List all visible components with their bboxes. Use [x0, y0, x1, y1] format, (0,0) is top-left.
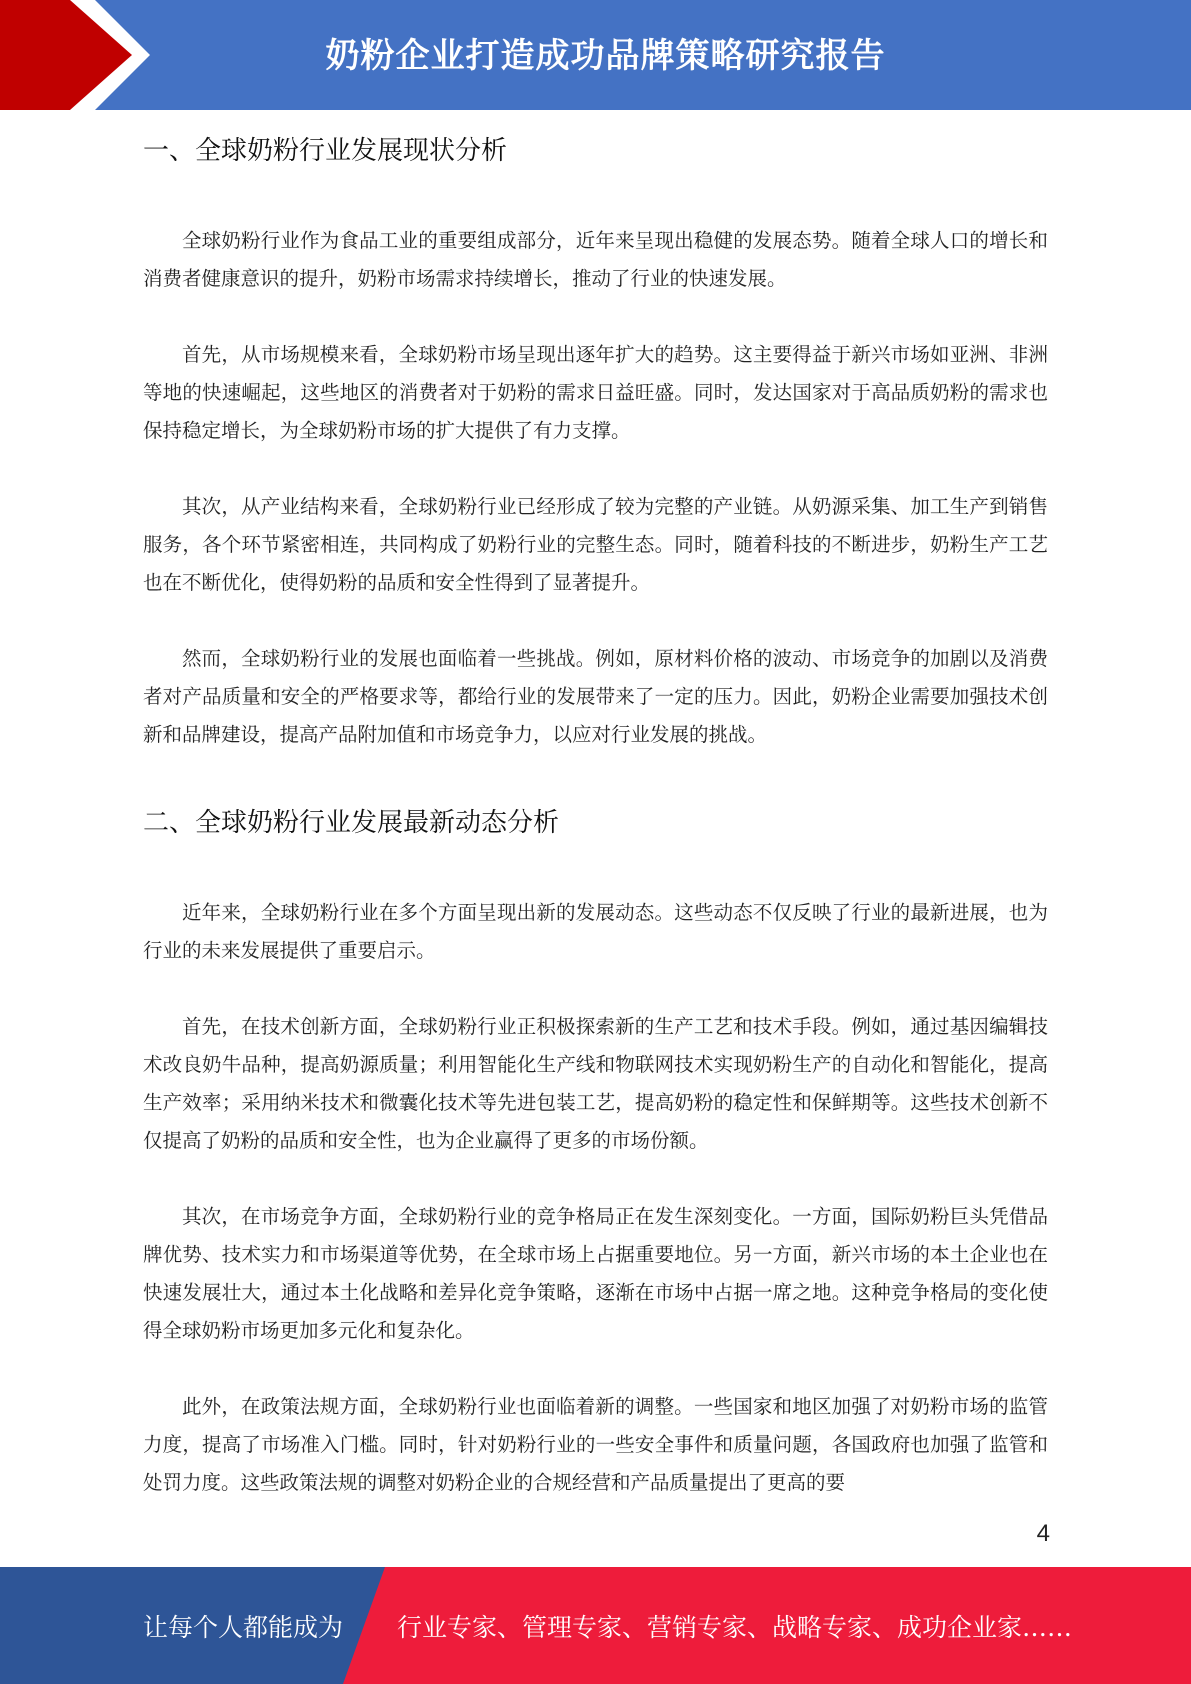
paragraph: 其次，在市场竞争方面，全球奶粉行业的竞争格局正在发生深刻变化。一方面，国际奶粉巨头凭借品牌优势、技术实力和市场渠道等优势，在全球市场上占据重要地位。另一方面，新兴市场的本土企业也在快速发展壮大，通过本土化战略和差异化竞争策略，逐渐在市场中占据一席之地。这种竞争格局的变化使得全球奶粉市场更加多元化和复杂化。 — [143, 1205, 1048, 1342]
footer-banner — [0, 1567, 1191, 1684]
paragraph: 此外，在政策法规方面，全球奶粉行业也面临着新的调整。一些国家和地区加强了对奶粉市场的监管力度，提高了市场准入门槛。同时，针对奶粉行业的一些安全事件和质量问题，各国政府也加强了监管和处罚力度。这些政策法规的调整对奶粉企业的合规经营和产品质量提出了更高的要 — [143, 1395, 1048, 1494]
section-heading-2: 二、全球奶粉行业发展最新动态分析 — [143, 808, 560, 838]
page-number: 4 — [1036, 1520, 1050, 1547]
footer-slogan-left: 让每个人都能成为 — [143, 1612, 344, 1642]
paragraph: 然而，全球奶粉行业的发展也面临着一些挑战。例如，原材料价格的波动、市场竞争的加剧以及消费者对产品质量和安全的严格要求等，都给行业的发展带来了一定的压力。因此，奶粉企业需要加强技术创新和品牌建设，提高产品附加值和市场竞争力，以应对行业发展的挑战。 — [143, 647, 1048, 746]
section-heading-1: 一、全球奶粉行业发展现状分析 — [143, 136, 508, 166]
footer-slogan-right: 行业专家、管理专家、营销专家、战略专家、成功企业家…… — [397, 1612, 1073, 1642]
paragraph: 其次，从产业结构来看，全球奶粉行业已经形成了较为完整的产业链。从奶源采集、加工生产到销售服务，各个环节紧密相连，共同构成了奶粉行业的完整生态。同时，随着科技的不断进步，奶粉生产工艺也在不断优化，使得奶粉的品质和安全性得到了显著提升。 — [143, 495, 1048, 594]
document-title: 奶粉企业打造成功品牌策略研究报告 — [325, 35, 886, 76]
paragraph: 首先，从市场规模来看，全球奶粉市场呈现出逐年扩大的趋势。这主要得益于新兴市场如亚洲、非洲等地的快速崛起，这些地区的消费者对于奶粉的需求日益旺盛。同时，发达国家对于高品质奶粉的需求也保持稳定增长，为全球奶粉市场的扩大提供了有力支撑。 — [143, 343, 1048, 442]
paragraph: 首先，在技术创新方面，全球奶粉行业正积极探索新的生产工艺和技术手段。例如，通过基因编辑技术改良奶牛品种，提高奶源质量；利用智能化生产线和物联网技术实现奶粉生产的自动化和智能化，提高生产效率；采用纳米技术和微囊化技术等先进包装工艺，提高奶粉的稳定性和保鲜期等。这些技术创新不仅提高了奶粉的品质和安全性，也为企业赢得了更多的市场份额。 — [143, 1015, 1048, 1152]
paragraph: 全球奶粉行业作为食品工业的重要组成部分，近年来呈现出稳健的发展态势。随着全球人口的增长和消费者健康意识的提升，奶粉市场需求持续增长，推动了行业的快速发展。 — [143, 229, 1048, 290]
paragraph: 近年来，全球奶粉行业在多个方面呈现出新的发展动态。这些动态不仅反映了行业的最新进展，也为行业的未来发展提供了重要启示。 — [143, 901, 1048, 962]
header-banner — [0, 0, 1191, 110]
